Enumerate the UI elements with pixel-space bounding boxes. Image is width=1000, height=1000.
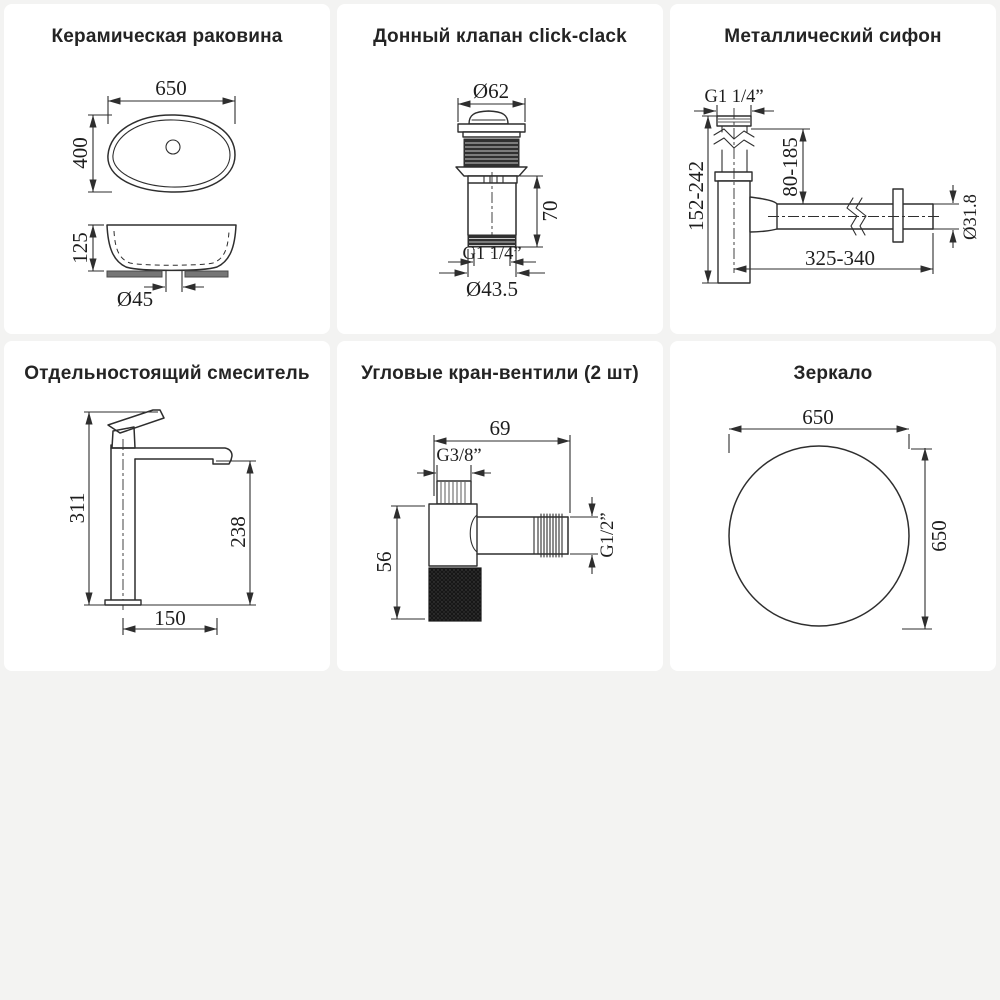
mixer-drawing <box>4 341 330 671</box>
panel-freestanding-mixer <box>4 341 330 671</box>
sink-height-dimension <box>68 225 104 271</box>
panel-angle-valves <box>337 341 663 671</box>
dim-mixer-spout-height: 238 <box>226 516 250 548</box>
angle-valve-drawing <box>337 341 663 671</box>
dim-sink-depth: 400 <box>68 137 92 169</box>
dim-siphon-height: 152-242 <box>684 161 708 231</box>
dim-valve-cap: Ø62 <box>472 79 510 103</box>
sink-depth-dimension <box>68 115 112 192</box>
dim-angle-valve-height: 56 <box>372 551 396 573</box>
sink-top-view <box>108 115 235 192</box>
angle-valve-outlet-thread-dimension <box>570 497 618 574</box>
siphon-drawing <box>670 4 996 334</box>
sink-width-dimension <box>108 76 235 124</box>
panel-title-valve: Донный клапан click-clack <box>373 26 627 47</box>
valve-length-dimension <box>516 176 562 247</box>
mixer-reach-dimension <box>123 606 217 635</box>
panel-title-sink: Керамическая раковина <box>51 26 283 47</box>
panel-title-mixer: Отдельностоящий смеситель <box>24 363 310 384</box>
dim-sink-drain: Ø45 <box>116 287 154 311</box>
panel-ceramic-sink <box>4 4 330 334</box>
siphon-height-dimension <box>684 116 720 283</box>
mirror-circle <box>729 446 909 626</box>
drain-hole <box>166 140 180 154</box>
dim-valve-length: 70 <box>538 200 562 222</box>
dim-siphon-length: 325-340 <box>805 246 875 270</box>
siphon-inlet-dimension <box>751 129 810 204</box>
panel-title-mirror: Зеркало <box>793 363 873 384</box>
panel-clickclack-valve <box>337 4 663 334</box>
sink-drain-dimension <box>117 283 204 311</box>
dim-valve-thread: G1 1/4” <box>462 244 522 264</box>
panel-title-angle-valves: Угловые кран-вентили (2 шт) <box>361 363 639 384</box>
dim-mixer-total-height: 311 <box>65 492 89 524</box>
valve-body <box>456 111 527 253</box>
dim-siphon-inlet: 80-185 <box>778 137 802 197</box>
angle-valve-inlet-thread-dimension <box>417 446 491 483</box>
dim-mixer-reach: 150 <box>154 606 186 630</box>
panel-metal-siphon <box>670 4 996 334</box>
mixer-total-height-dimension <box>65 412 256 605</box>
panel-title-siphon: Металлический сифон <box>724 26 942 47</box>
mixer-body <box>105 410 232 613</box>
dim-siphon-pipe-diameter: Ø31.8 <box>961 194 981 240</box>
dim-mirror-width: 650 <box>802 405 834 429</box>
siphon-pipe-diameter-dimension <box>933 185 981 248</box>
angle-valve-body <box>429 481 568 621</box>
knurled-handle <box>429 568 481 621</box>
mixer-spout-height-dimension <box>216 461 256 605</box>
dim-angle-valve-inlet-thread: G3/8” <box>436 446 482 466</box>
dim-angle-valve-outlet-thread: G1/2” <box>598 512 618 558</box>
dim-valve-bottom-diameter: Ø43.5 <box>466 277 518 301</box>
dim-sink-width: 650 <box>155 76 187 100</box>
dim-angle-valve-length: 69 <box>489 416 511 440</box>
mirror-drawing <box>670 341 996 671</box>
valve-drawing <box>337 4 663 334</box>
sink-side-view <box>107 225 236 283</box>
panel-mirror <box>670 341 996 671</box>
dim-mirror-height: 650 <box>927 520 951 552</box>
sink-drawing <box>4 4 330 334</box>
angle-valve-height-dimension <box>372 506 425 619</box>
dim-siphon-thread: G1 1/4” <box>704 87 764 107</box>
dim-sink-height: 125 <box>68 232 92 264</box>
